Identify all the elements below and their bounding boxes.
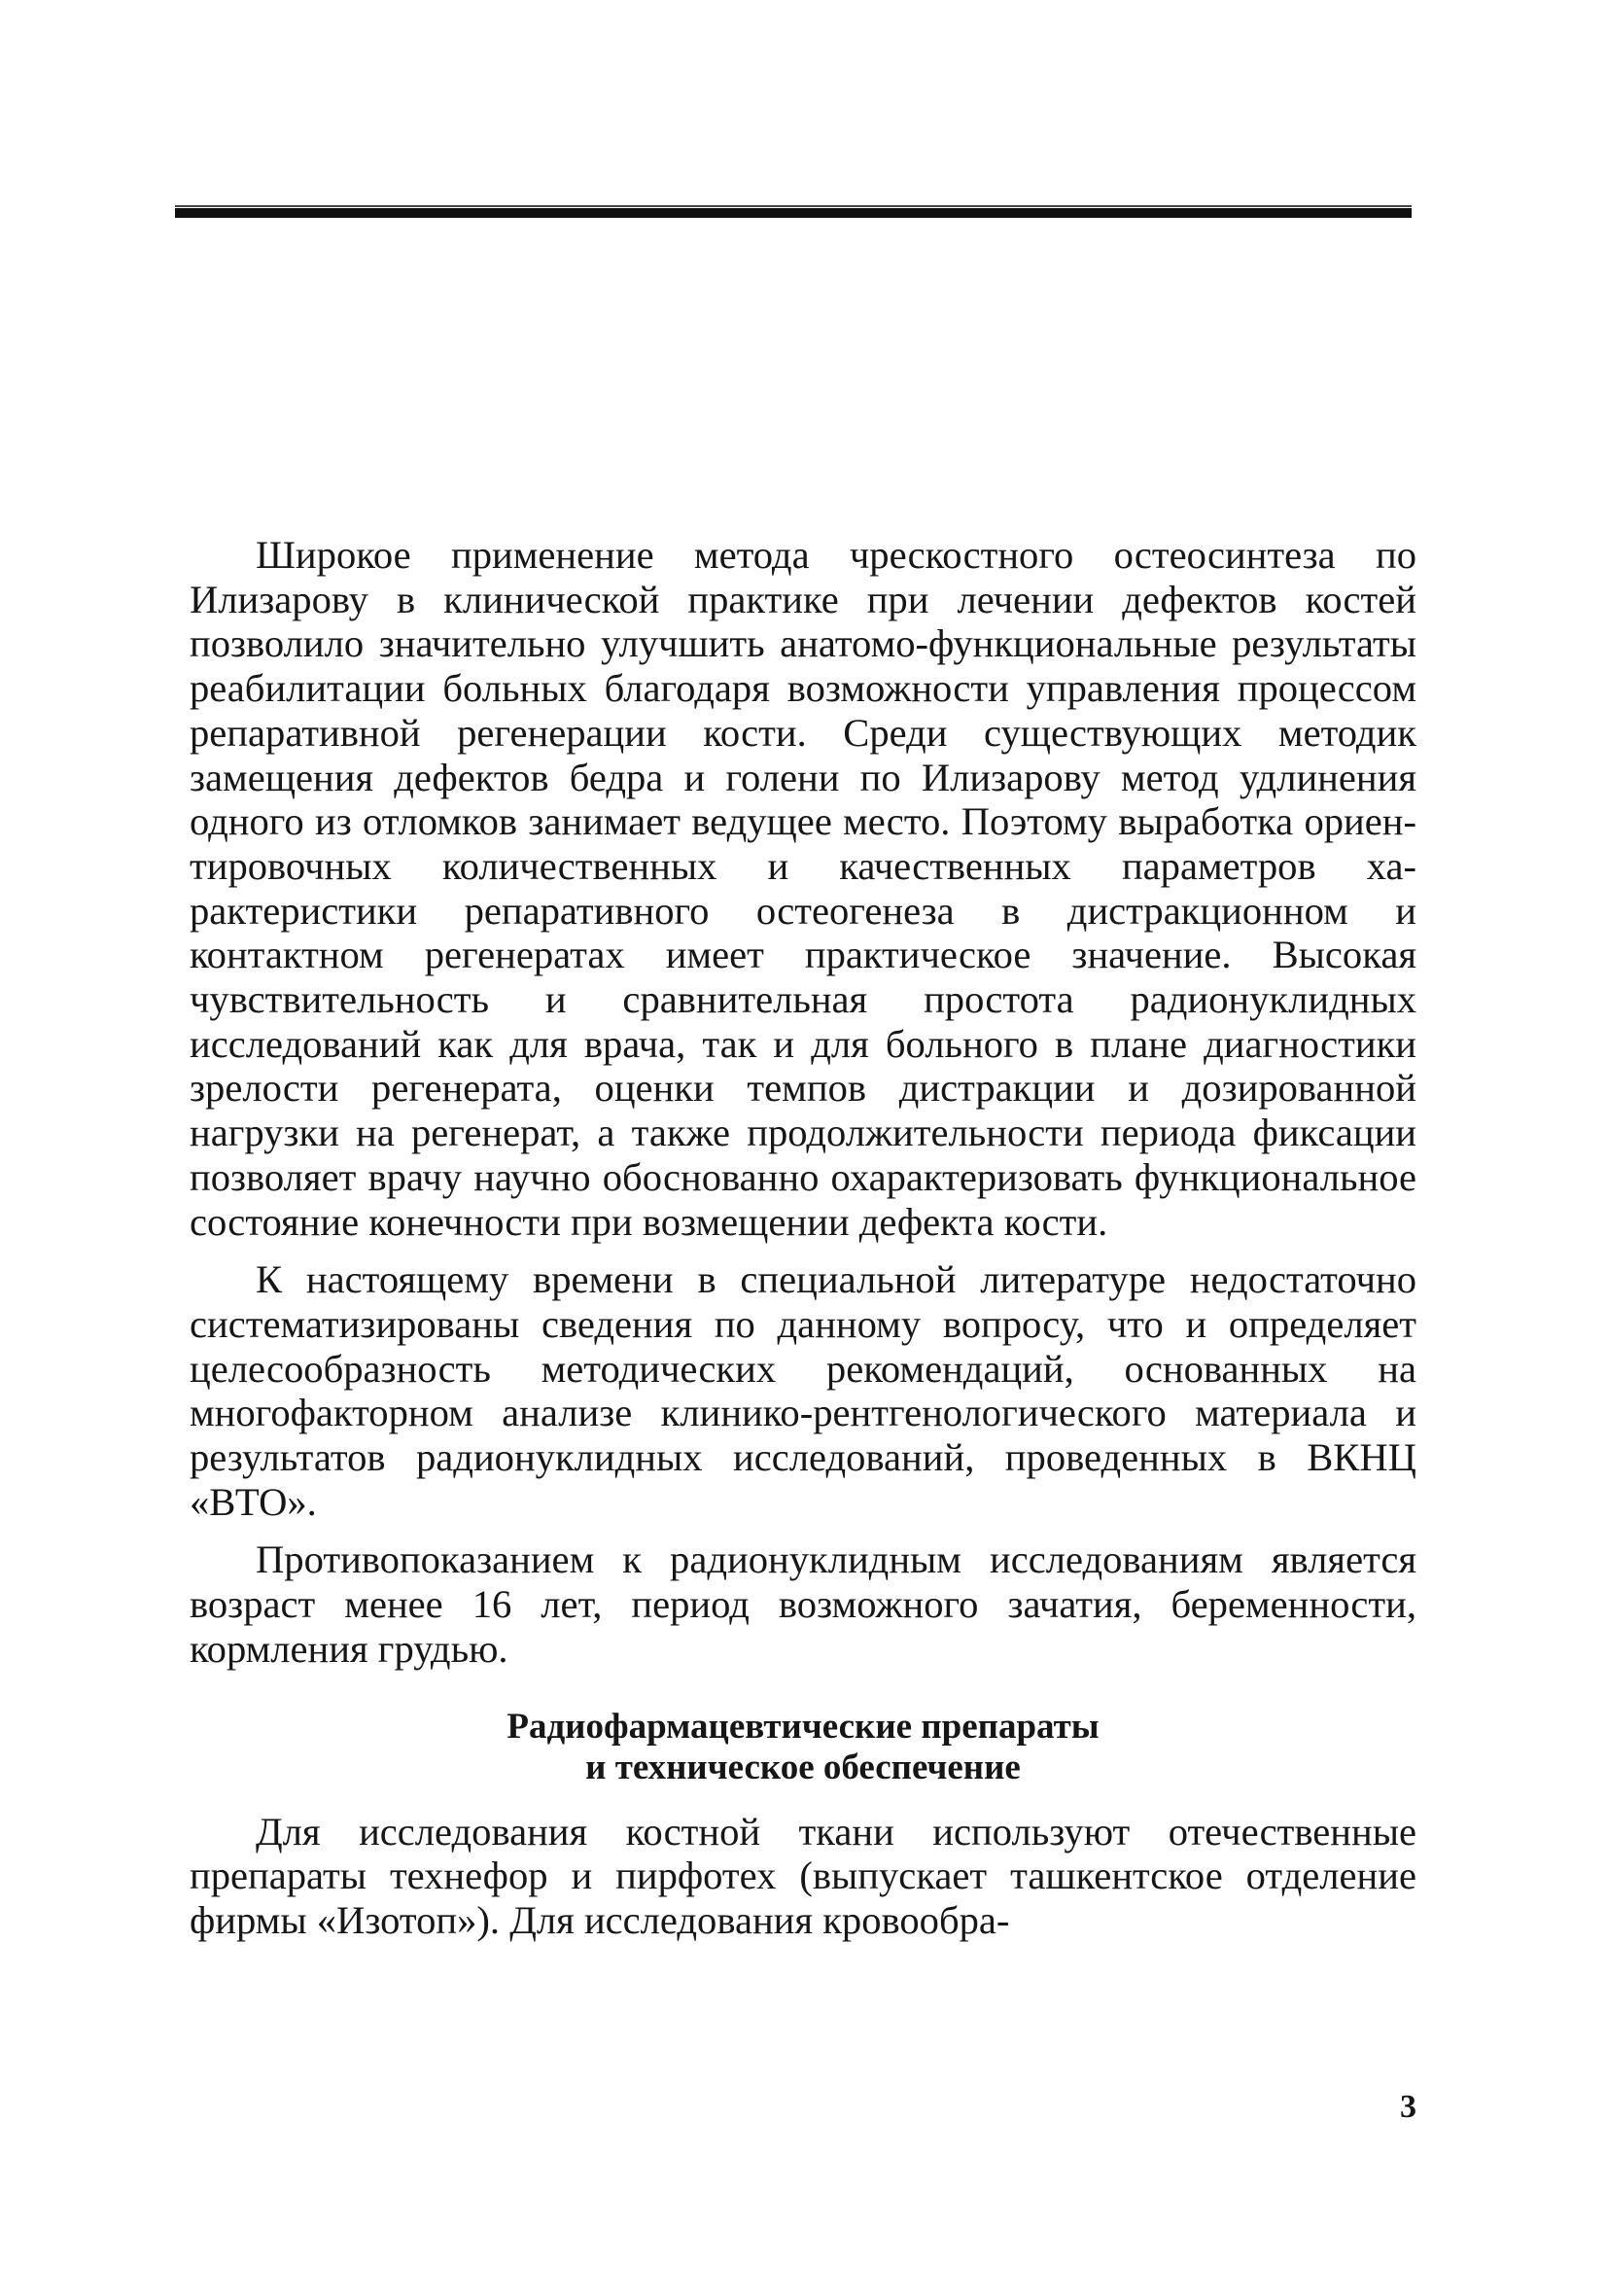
paragraph-intro: Широкое применение метода чрескостного остеосинтеза по Илизарову в клинической практике при лечении дефектов костей позволило значительно улучшить анатомо-функциональные результаты реабилитации больных благодаря возможности управления процессом репаративной регенерации кости. Среди существующих методик замещения дефектов бедра и голени по Илизарову метод удлинения одного из отломков занимает ведущее место. Поэтому выработка ориентировочных количественных и качественных параметров характеристики репаративного остеогенеза в дистракционном и контактном регенератах имеет практическое значение. Высокая чувствительность и сравнительная простота радионуклидных исследований как для врача, так и для больного в плане диагностики зрелости регенерата, оценки темпов дистракции и дозированной нагрузки на регенерат, а также продолжительности периода фиксации позволяет врачу научно обоснованно охарактеризовать функциональное состояние конечности при возмещении дефекта кости. xyxy=(190,533,1416,1244)
top-rule xyxy=(175,208,1412,218)
section-heading xyxy=(190,1707,1416,1788)
page-number: 3 xyxy=(1400,2089,1416,2125)
section-heading-line1: Радиофармацевтические препараты xyxy=(507,1706,1100,1747)
paragraph-contraindications: Противопоказанием к радионуклидным исследованиям является возраст менее 16 лет, период возможного зачатия, беременности, кормления грудью. xyxy=(190,1537,1416,1671)
page-body xyxy=(190,533,1416,1943)
section-heading-line2: и техническое обеспечение xyxy=(585,1747,1021,1787)
paragraph-preparations: Для исследования костной ткани используют отечественные препараты технефор и пирфотех (выпускает ташкентское отделение фирмы «Изотоп»). Для исследования кровообра- xyxy=(190,1809,1416,1942)
paragraph-literature: К настоящему времени в специальной литературе недостаточно систематизированы сведения по данному вопросу, что и определяет целесообразность методических рекомендаций, основанных на многофакторном анализе клинико-рентгенологического материала и результатов радионуклидных исследований, проведенных в ВКНЦ «ВТО». xyxy=(190,1257,1416,1524)
